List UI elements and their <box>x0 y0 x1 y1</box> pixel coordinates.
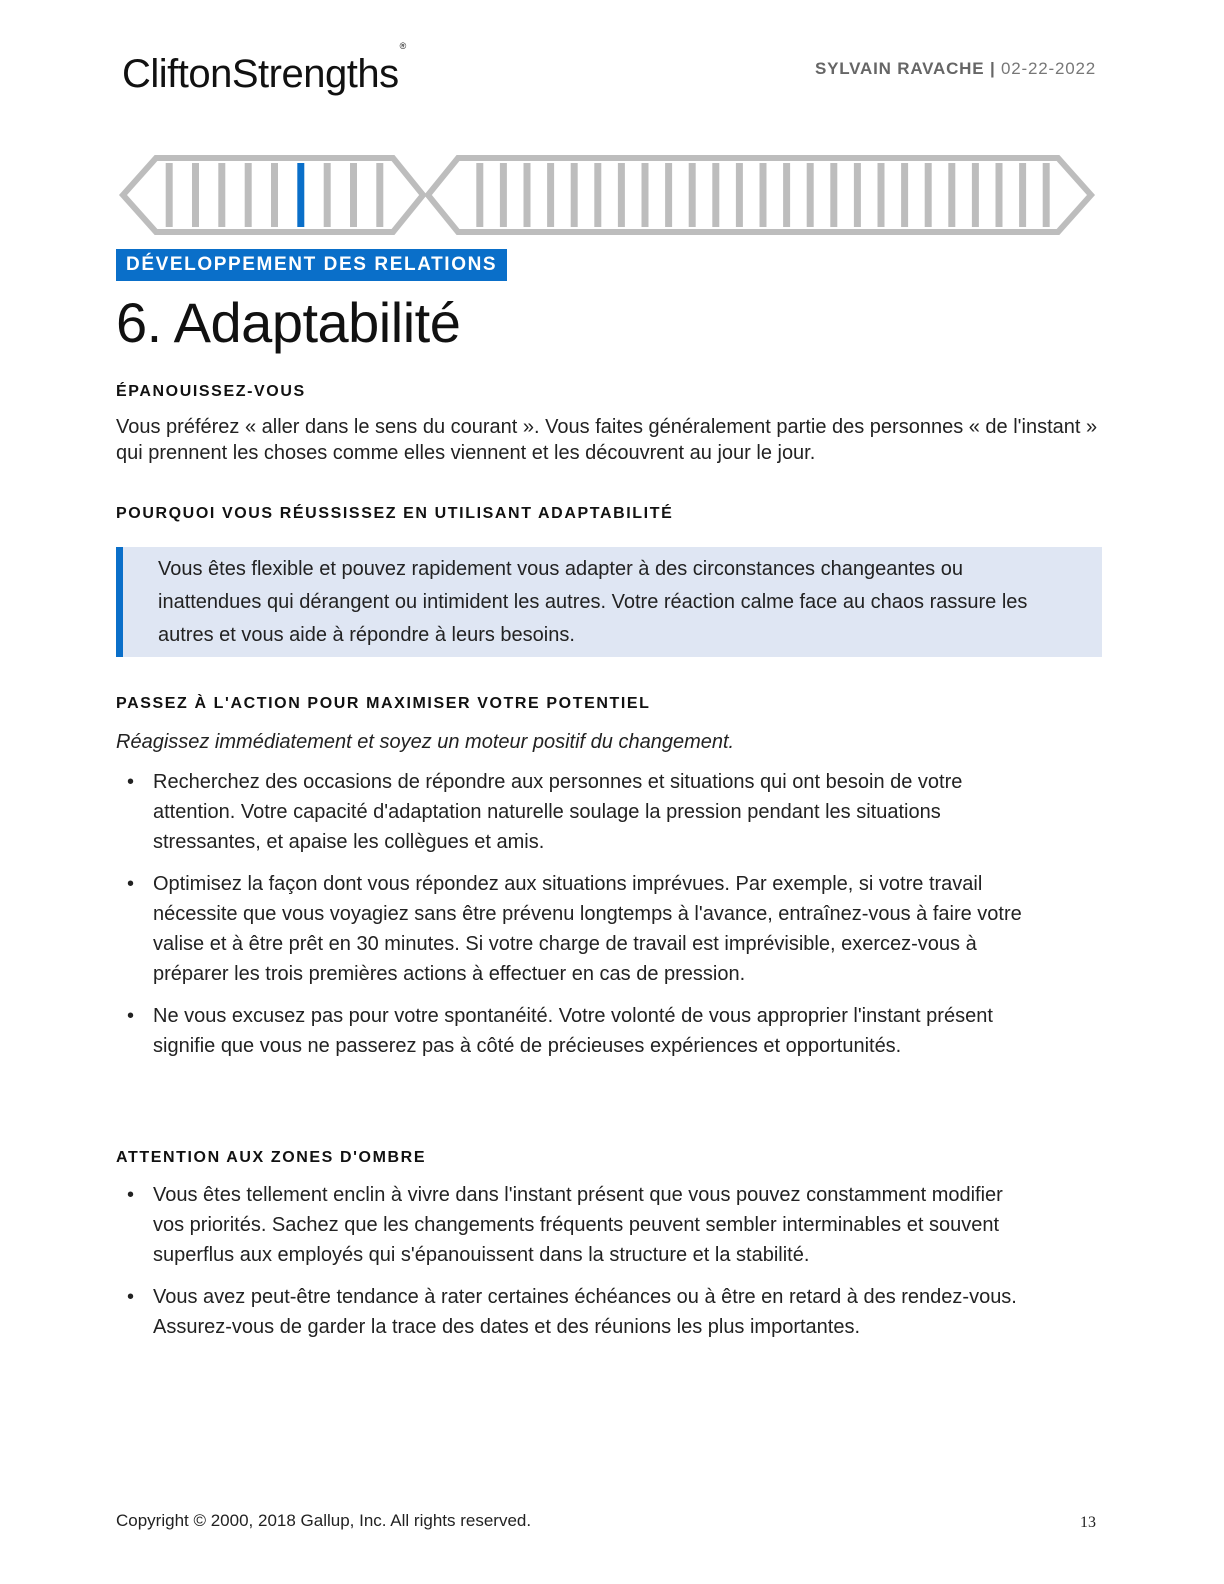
domain-tag: DÉVELOPPEMENT DES RELATIONS <box>116 249 507 281</box>
theme-title: 6. Adaptabilité <box>116 291 461 354</box>
rank-segment <box>948 163 955 227</box>
report-date: 02-22-2022 <box>1001 59 1096 78</box>
rank-segment <box>594 163 601 227</box>
bar-segments <box>166 163 1050 227</box>
rank-segment <box>500 163 507 227</box>
rank-segment <box>524 163 531 227</box>
bullet-icon: • <box>127 771 135 793</box>
rank-segment <box>760 163 767 227</box>
rank-segment <box>712 163 719 227</box>
rank-segment <box>192 163 199 227</box>
list-item: • Vous avez peut-être tendance à rater certaines échéances ou à être en retard à des rendez-vous. Assurez-vous de garder la trace des dates et des réunions les plus importantes. <box>116 1282 1036 1342</box>
rank-segment <box>166 163 173 227</box>
action-list <box>116 767 1036 1073</box>
rank-segment <box>830 163 837 227</box>
why-callout <box>116 547 1102 657</box>
why-heading: POURQUOI VOUS RÉUSSISSEZ EN UTILISANT ADAPTABILITÉ <box>116 505 674 522</box>
rank-segment <box>324 163 331 227</box>
rank-segment <box>642 163 649 227</box>
rank-segment <box>878 163 885 227</box>
why-callout-text: Vous êtes flexible et pouvez rapidement vous adapter à des circonstances changeantes ou inattendues qui dérangent ou intimident les autres. Votre réaction calme face au chaos rassure les autres et vous aide à répondre à leurs besoins. <box>158 558 1028 646</box>
cliftonstrengths-logo: CliftonStrengths® <box>122 40 406 96</box>
bullet-icon: • <box>127 873 135 895</box>
rank-segment <box>571 163 578 227</box>
rank-segment <box>218 163 225 227</box>
rank-segment <box>925 163 932 227</box>
highlighted-rank-segment <box>297 163 304 227</box>
bullet-icon: • <box>127 1184 135 1206</box>
rank-segment <box>901 163 908 227</box>
bullet-icon: • <box>127 1286 135 1308</box>
rank-segment <box>376 163 383 227</box>
blind-spots-heading: ATTENTION AUX ZONES D'OMBRE <box>116 1149 427 1166</box>
action-heading: PASSEZ À L'ACTION POUR MAXIMISER VOTRE POTENTIEL <box>116 695 651 712</box>
bullet-icon: • <box>127 1005 135 1027</box>
rank-segment <box>1019 163 1026 227</box>
header-separator: | <box>989 59 996 78</box>
thrive-heading: ÉPANOUISSEZ-VOUS <box>116 383 306 400</box>
list-item: • Optimisez la façon dont vous répondez aux situations imprévues. Par exemple, si votre travail nécessite que vous voyagiez sans être prévenu longtemps à l'avance, entraînez-vous à faire votre valise et à être prêt en 30 minutes. Si votre charge de travail est imprévisible, exercez-vous à préparer les trois premières actions à effectuer en cas de pression. <box>116 869 1036 989</box>
rank-segment <box>736 163 743 227</box>
rank-segment <box>350 163 357 227</box>
rank-segment <box>271 163 278 227</box>
rank-segment <box>807 163 814 227</box>
rank-segment <box>665 163 672 227</box>
rank-segment <box>783 163 790 227</box>
rank-segment <box>854 163 861 227</box>
rank-segment <box>1043 163 1050 227</box>
list-item: • Recherchez des occasions de répondre aux personnes et situations qui ont besoin de votre attention. Votre capacité d'adaptation naturelle soulage la pression pendant les situations stressantes, et apaise les collègues et amis. <box>116 767 1036 857</box>
blind-spots-list <box>116 1180 1036 1354</box>
strength-rank-bar <box>118 153 1098 237</box>
rank-segment <box>476 163 483 227</box>
bar-outline <box>123 158 1091 232</box>
list-item: • Vous êtes tellement enclin à vivre dans l'instant présent que vous pouvez constamment modifier vos priorités. Sachez que les changements fréquents peuvent sembler interminables et souvent superflus aux employés qui s'épanouissent dans la structure et la stabilité. <box>116 1180 1036 1270</box>
rank-segment <box>618 163 625 227</box>
rank-segment <box>996 163 1003 227</box>
copyright-text: Copyright © 2000, 2018 Gallup, Inc. All rights reserved. <box>116 1511 532 1530</box>
thrive-text: Vous préférez « aller dans le sens du courant ». Vous faites généralement partie des personnes « de l'instant » qui prennent les choses comme elles viennent et les découvrent au jour le jour. <box>116 416 1098 464</box>
rank-segment <box>245 163 252 227</box>
person-name: SYLVAIN RAVACHE <box>814 59 985 78</box>
page-number: 13 <box>1080 1514 1096 1531</box>
rank-segment <box>547 163 554 227</box>
rank-segment <box>689 163 696 227</box>
list-item: • Ne vous excusez pas pour votre spontanéité. Votre volonté de vous approprier l'instant présent signifie que vous ne passerez pas à côté de précieuses expériences et opportunités. <box>116 1001 1036 1061</box>
report-owner-date <box>815 59 1096 79</box>
rank-segment <box>972 163 979 227</box>
action-intro: Réagissez immédiatement et soyez un moteur positif du changement. <box>116 731 735 753</box>
